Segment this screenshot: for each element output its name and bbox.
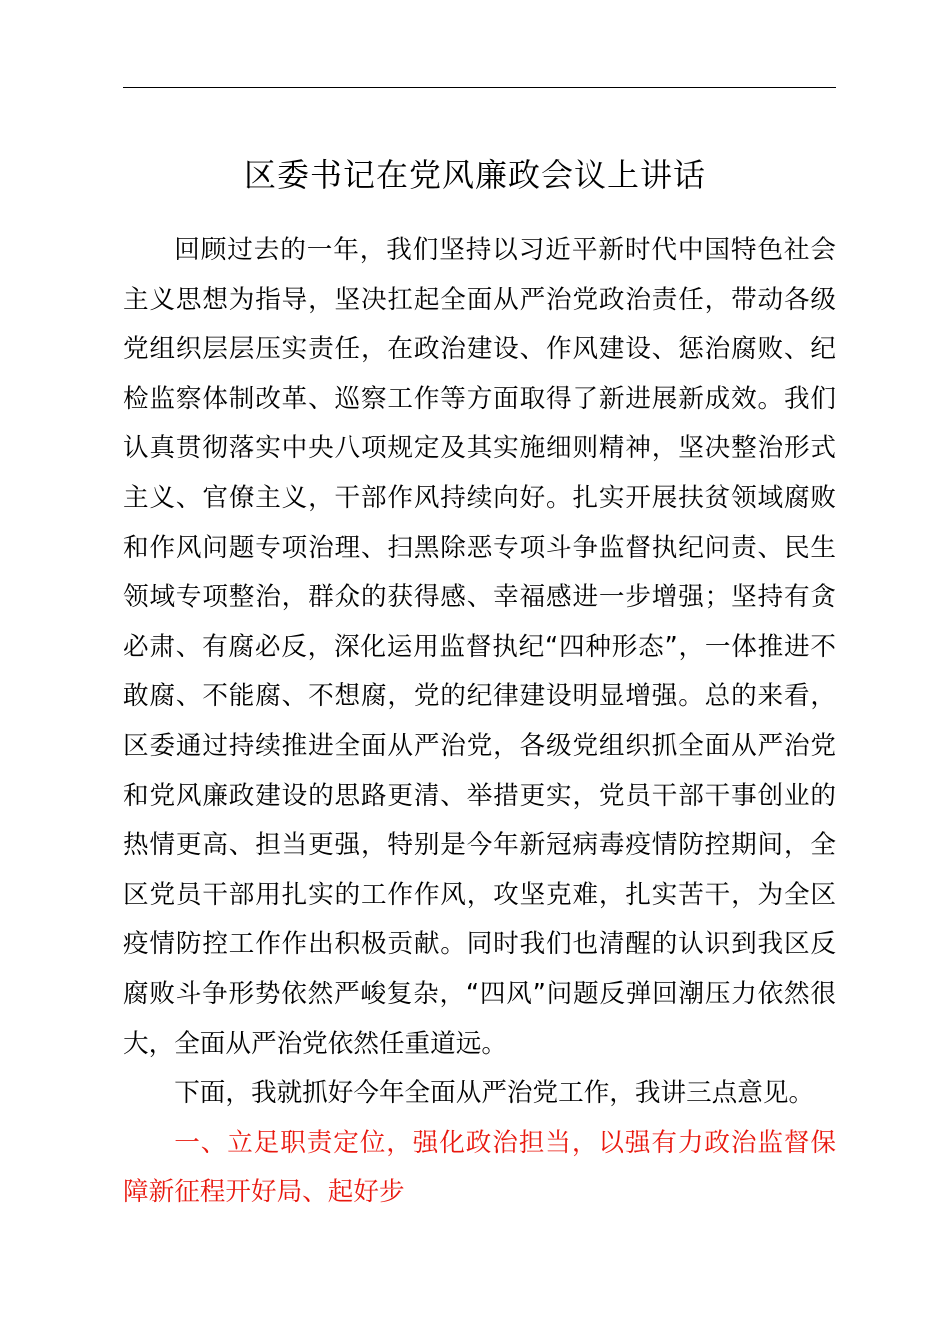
section-heading-1: 一、立足职责定位，强化政治担当，以强有力政治监督保障新征程开好局、起好步 xyxy=(123,1127,836,1208)
header-rule xyxy=(123,87,836,88)
document-body xyxy=(123,226,836,1218)
document-title: 区委书记在党风廉政会议上讲话 xyxy=(243,156,706,194)
paragraph-intro: 下面，我就抓好今年全面从严治党工作，我讲三点意见。 xyxy=(174,1078,815,1109)
paragraph-review: 回顾过去的一年，我们坚持以习近平新时代中国特色社会主义思想为指导，坚决扛起全面从严治党政治责任，带动各级党组织层层压实责任，在政治建设、作风建设、惩治腐败、纪检监察体制改革、巡察工作等方面取得了新进展新成效。我们认真贯彻落实中央八项规定及其实施细则精神，坚决整治形式主义、官僚主义，干部作风持续向好。扎实开展扶贫领域腐败和作风问题专项治理、扫黑除恶专项斗争监督执纪问责、民生领域专项整治，群众的获得感、幸福感进一步增强；坚持有贪必肃、有腐必反，深化运用监督执纪“四种形态”，一体推进不敢腐、不能腐、不想腐，党的纪律建设明显增强。总的来看，区委通过持续推进全面从严治党，各级党组织抓全面从严治党和党风廉政建设的思路更清、举措更实，党员干部干事创业的热情更高、担当更强，特别是今年新冠病毒疫情防控期间，全区党员干部用扎实的工作作风，攻坚克难，扎实苦干，为全区疫情防控工作作出积极贡献。同时我们也清醒的认识到我区反腐败斗争形势依然严峻复杂，“四风”问题反弹回潮压力依然很大，全面从严治党依然任重道远。 xyxy=(123,235,836,1059)
